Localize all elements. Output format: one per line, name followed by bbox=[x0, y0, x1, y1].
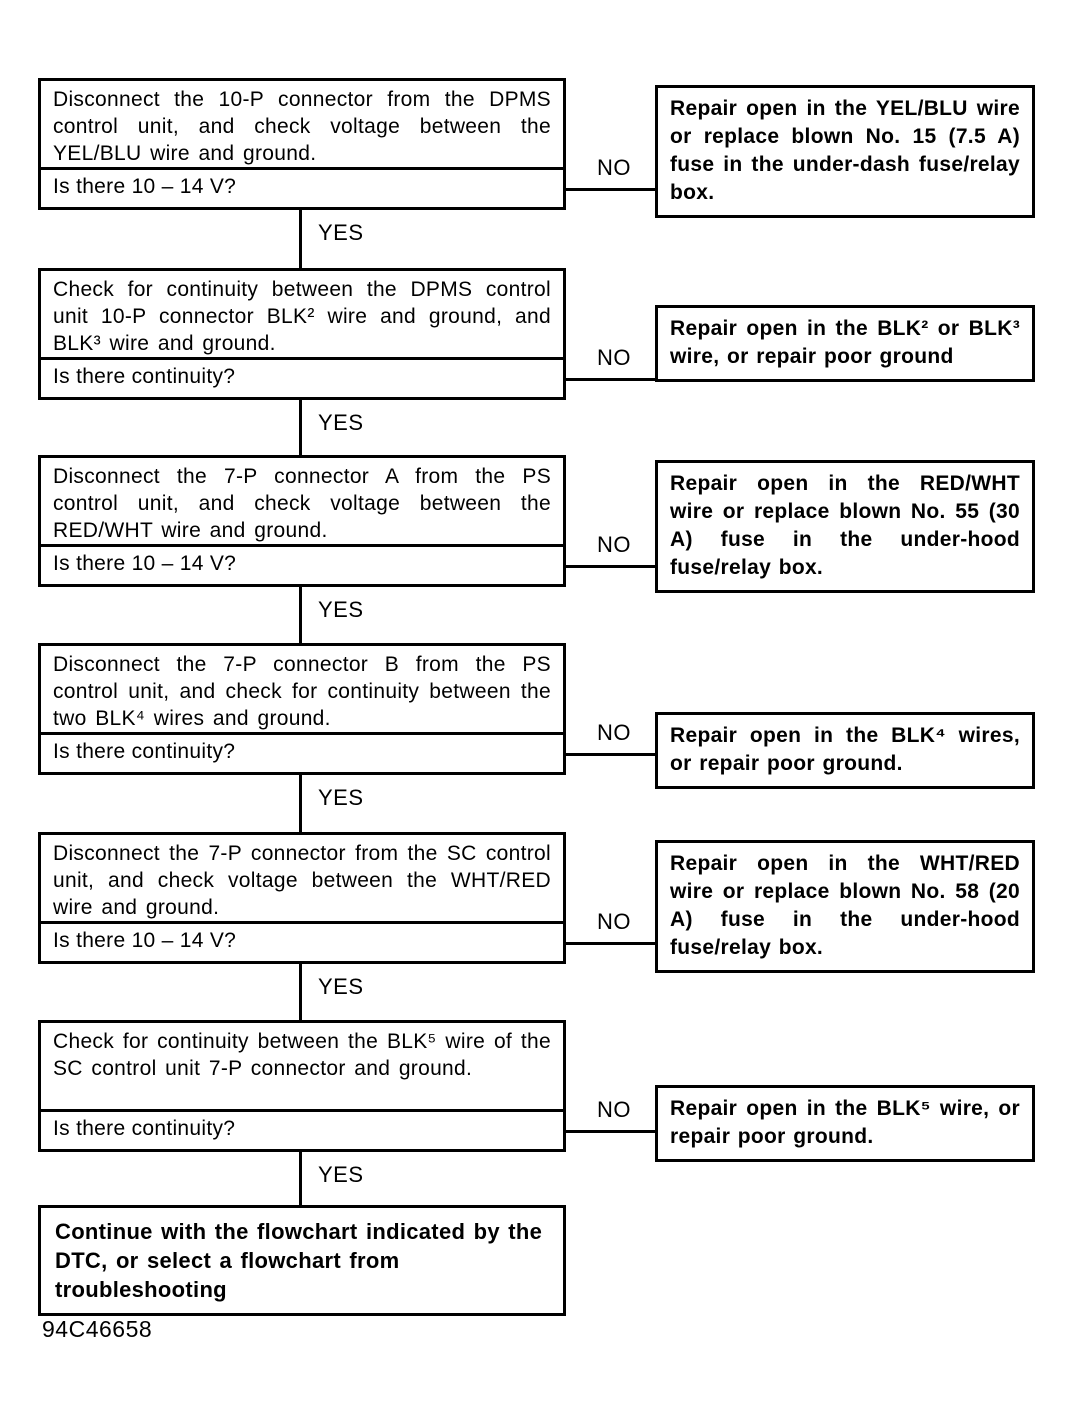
step-1-action-text: Disconnect the 10-P connector from the DPMS control unit, and check voltage between the YEL/BLU wire and ground. bbox=[41, 81, 563, 170]
step-1-question-text: Is there 10 – 14 V? bbox=[53, 175, 237, 198]
step-3-repair-box: Repair open in the RED/WHT wire or replace blown No. 55 (30 A) fuse in the under-hood fuse/relay box. bbox=[655, 460, 1035, 593]
step-4-yes-connector-line bbox=[299, 774, 302, 834]
step-5-decision-box bbox=[38, 832, 566, 964]
step-6-repair-box: Repair open in the BLK⁵ wire, or repair poor ground. bbox=[655, 1085, 1035, 1162]
step-3-no-connector-line bbox=[566, 565, 655, 568]
figure-code: 94C46658 bbox=[42, 1316, 153, 1342]
step-6-no-label: NO bbox=[597, 1097, 631, 1122]
step-4-no-connector-line bbox=[566, 753, 655, 756]
step-5-repair-box: Repair open in the WHT/RED wire or replace blown No. 58 (20 A) fuse in the under-hood fuse/relay box. bbox=[655, 840, 1035, 973]
step-1-yes-label: YES bbox=[318, 220, 364, 245]
step-4-no-label: NO bbox=[597, 720, 631, 745]
step-6-action-text: Check for continuity between the BLK⁵ wire of the SC control unit 7-P connector and ground. bbox=[41, 1023, 563, 1112]
step-6-decision-box bbox=[38, 1020, 566, 1152]
step-5-action-text: Disconnect the 7-P connector from the SC control unit, and check voltage between the WHT/RED wire and ground. bbox=[41, 835, 563, 924]
step-3-yes-connector-line bbox=[299, 586, 302, 645]
step-2-question-text: Is there continuity? bbox=[53, 365, 236, 388]
step-4-question-text: Is there continuity? bbox=[53, 740, 236, 763]
step-2-decision-box bbox=[38, 268, 566, 400]
step-4-yes-label: YES bbox=[318, 785, 364, 810]
step-6-question-text: Is there continuity? bbox=[53, 1117, 236, 1140]
step-3-action-text: Disconnect the 7-P connector A from the PS control unit, and check voltage between the RED/WHT wire and ground. bbox=[41, 458, 563, 547]
step-1-yes-connector-line bbox=[299, 209, 302, 269]
step-5-no-connector-line bbox=[566, 942, 655, 945]
step-2-no-connector-line bbox=[566, 378, 655, 381]
step-2-yes-label: YES bbox=[318, 410, 364, 435]
step-6-yes-connector-line bbox=[299, 1151, 302, 1207]
step-2-no-label: NO bbox=[597, 345, 631, 370]
step-6-no-connector-line bbox=[566, 1130, 655, 1133]
step-5-question-text: Is there 10 – 14 V? bbox=[53, 929, 237, 952]
final-instruction-box: Continue with the flowchart indicated by the DTC, or select a flowchart from troubleshooting bbox=[38, 1205, 566, 1316]
step-5-yes-connector-line bbox=[299, 963, 302, 1022]
step-1-no-connector-line bbox=[566, 188, 655, 191]
step-6-yes-label: YES bbox=[318, 1162, 364, 1187]
step-2-yes-connector-line bbox=[299, 399, 302, 457]
step-2-action-text: Check for continuity between the DPMS control unit 10-P connector BLK² wire and ground, and BLK³ wire and ground. bbox=[41, 271, 563, 360]
step-3-no-label: NO bbox=[597, 532, 631, 557]
step-3-decision-box bbox=[38, 455, 566, 587]
step-2-repair-box: Repair open in the BLK² or BLK³ wire, or repair poor ground bbox=[655, 305, 1035, 382]
step-1-no-label: NO bbox=[597, 155, 631, 180]
step-5-no-label: NO bbox=[597, 909, 631, 934]
step-3-question-text: Is there 10 – 14 V? bbox=[53, 552, 237, 575]
step-1-repair-box: Repair open in the YEL/BLU wire or replace blown No. 15 (7.5 A) fuse in the under-dash fuse/relay box. bbox=[655, 85, 1035, 218]
step-4-decision-box bbox=[38, 643, 566, 775]
step-1-decision-box bbox=[38, 78, 566, 210]
step-3-yes-label: YES bbox=[318, 597, 364, 622]
step-5-yes-label: YES bbox=[318, 974, 364, 999]
step-4-action-text: Disconnect the 7-P connector B from the PS control unit, and check for continuity between the two BLK⁴ wires and ground. bbox=[41, 646, 563, 735]
step-4-repair-box: Repair open in the BLK⁴ wires, or repair poor ground. bbox=[655, 712, 1035, 789]
